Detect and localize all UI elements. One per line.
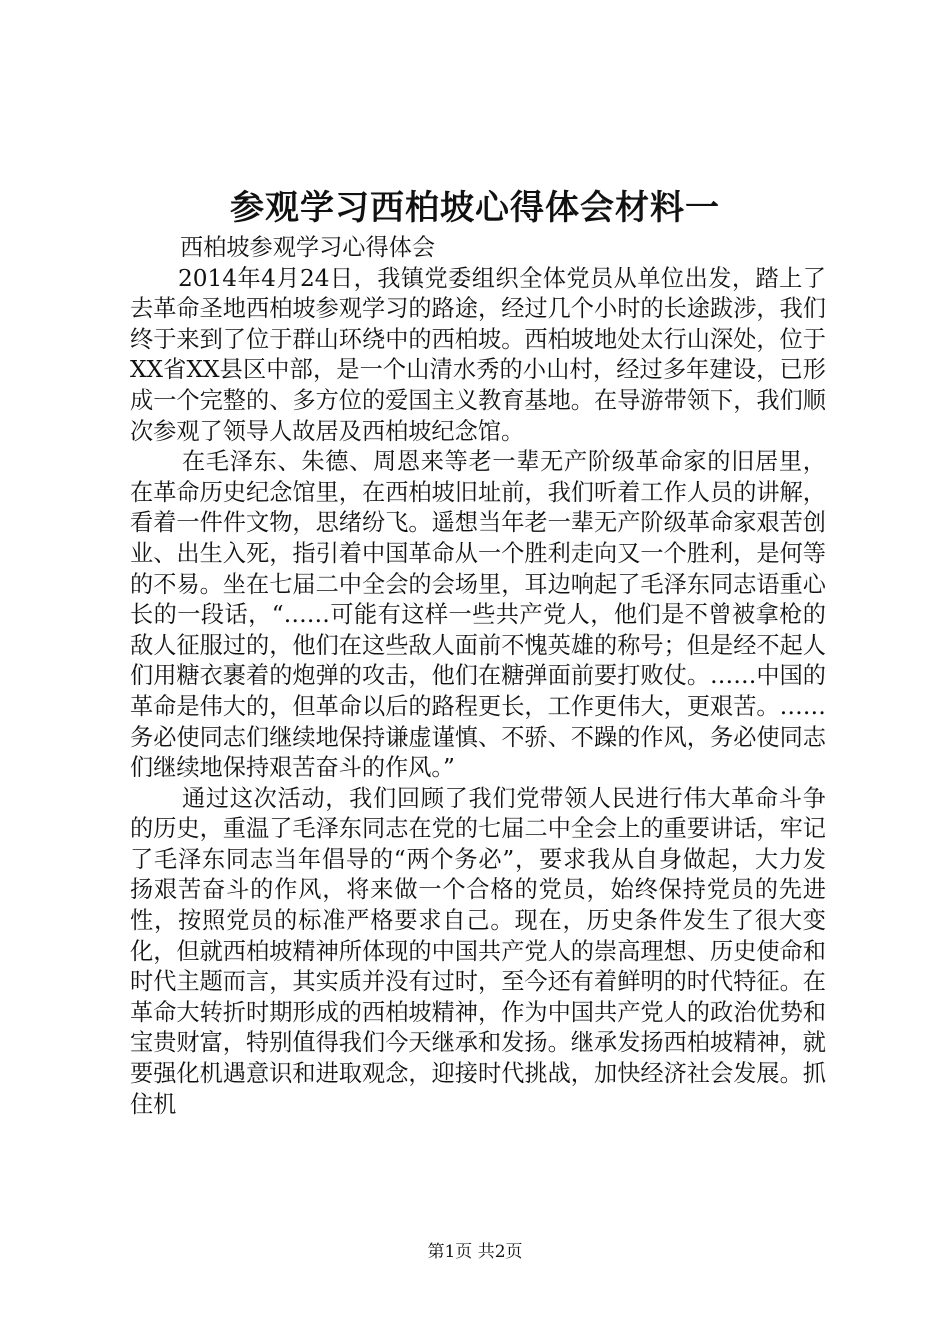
paragraph-2: 在毛泽东、朱德、周恩来等老一辈无产阶级革命家的旧居里，在革命历史纪念馆里，在西柏坡旧址前，我们听着工作人员的讲解，看着一件件文物，思绪纷飞。遥想当年老一辈无产阶级革命家艰苦创业、出生入死，指引着中国革命从一个胜利走向又一个胜利，是何等的不易。坐在七届二中全会的会场里，耳边响起了毛泽东同志语重心长的一段话，“……可能有这样一些共产党人，他们是不曾被拿枪的敌人征服过的，他们在这些敌人面前不愧英雄的称号；但是经不起人们用糖衣裹着的炮弹的攻击，他们在糖弹面前要打败仗。……中国的革命是伟大的，但革命以后的路程更长，工作更伟大，更艰苦。……务必使同志们继续地保持谦虚谨慎、不骄、不躁的作风，务必使同志们继续地保持艰苦奋斗的作风。” (130, 448, 826, 782)
document-title: 参观学习西柏坡心得体会材料一 (230, 188, 720, 228)
page-footer: 第1页 共2页 (427, 1242, 523, 1262)
paragraph-3: 通过这次活动，我们回顾了我们党带领人民进行伟大革命斗争的历史，重温了毛泽东同志在党的七届二中全会上的重要讲话，牢记了毛泽东同志当年倡导的“两个务必”，要求我从自身做起，大力发扬艰苦奋斗的作风，将来做一个合格的党员，始终保持党员的先进性，按照党员的标准严格要求自己。现在，历史条件发生了很大变化，但就西柏坡精神所体现的中国共产党人的崇高理想、历史使命和时代主题而言，其实质并没有过时，至今还有着鲜明的时代特征。在革命大转折时期形成的西柏坡精神，作为中国共产党人的政治优势和宝贵财富，特别值得我们今天继承和发扬。继承发扬西柏坡精神，就要强化机遇意识和进取观念，迎接时代挑战，加快经济社会发展。抓住机 (130, 784, 826, 1118)
document-subtitle: 西柏坡参观学习心得体会 (180, 234, 436, 261)
document-body (130, 233, 826, 1120)
paragraph-1: 2014年4月24日，我镇党委组织全体党员从单位出发，踏上了去革命圣地西柏坡参观学习的路途，经过几个小时的长途跋涉，我们终于来到了位于群山环绕中的西柏坡。西柏坡地处太行山深处，位于XX省XX县区中部，是一个山清水秀的小山村，经过多年建设，已形成一个完整的、多方位的爱国主义教育基地。在导游带领下，我们顺次参观了领导人故居及西柏坡纪念馆。 (130, 264, 826, 445)
